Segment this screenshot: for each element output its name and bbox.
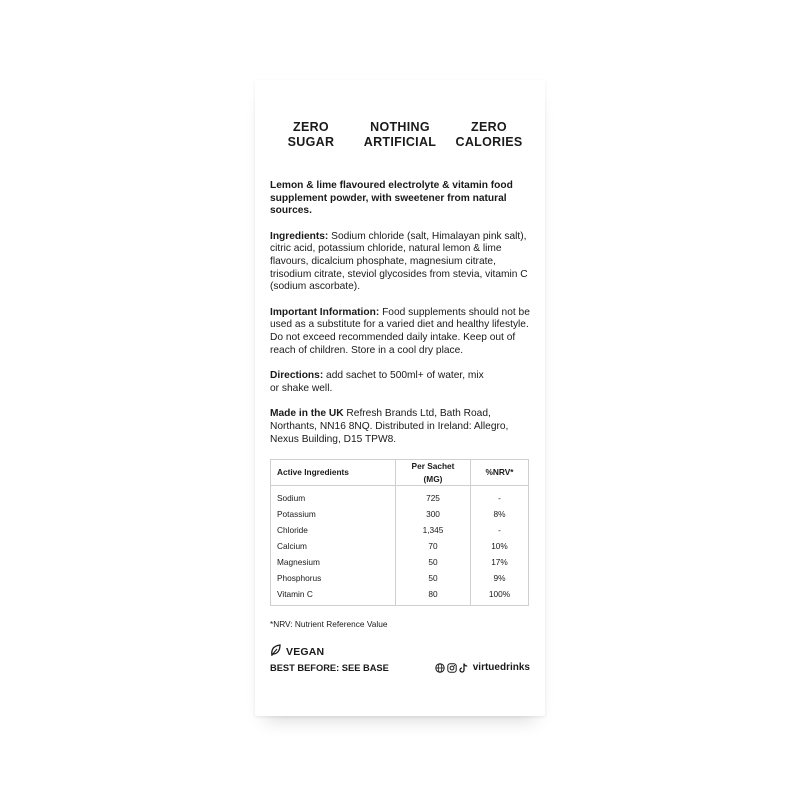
cell-ingredient: Vitamin C <box>271 586 396 606</box>
nrv-footnote: *NRV: Nutrient Reference Value <box>270 619 388 630</box>
cell-ingredient: Calcium <box>271 538 396 554</box>
cell-amount: 725 <box>396 490 471 506</box>
important-info-label: Important Information: <box>270 306 380 318</box>
label-content <box>270 180 532 631</box>
vegan-badge <box>270 644 324 659</box>
globe-icon <box>435 663 445 673</box>
claim-line: SUGAR <box>287 135 335 149</box>
directions-label: Directions: <box>270 370 324 382</box>
made-in-text: Refresh Brands Ltd, Bath Road, Northants, NN16 8NQ. Distributed in Ireland: Allegro, Nexus Building, D15 TPW8. <box>270 408 509 445</box>
cell-nrv: 100% <box>471 586 529 606</box>
table-row <box>271 586 529 606</box>
table-row <box>271 490 529 506</box>
table-row <box>271 506 529 522</box>
table-header-row <box>271 460 529 486</box>
cell-amount: 70 <box>396 538 471 554</box>
made-in-paragraph <box>270 408 515 446</box>
cell-amount: 50 <box>396 554 471 570</box>
product-description: Lemon & lime flavoured electrolyte & vitamin food supplement powder, with sweetener from natural sources. <box>270 180 513 217</box>
claim-zero-sugar <box>267 120 355 150</box>
social-handle-group <box>435 662 530 673</box>
cell-ingredient: Potassium <box>271 506 396 522</box>
instagram-icon <box>447 663 457 673</box>
nutrition-table <box>270 459 529 606</box>
column-header: %NRV* <box>471 460 529 486</box>
ingredients-label: Ingredients: <box>270 230 329 242</box>
column-header: Per Sachet (MG) <box>396 460 471 486</box>
table-row <box>271 538 529 554</box>
directions-text: add sachet to 500ml+ of water, mix or shake well. <box>270 370 484 394</box>
claim-nothing-artificial <box>356 120 444 150</box>
cell-ingredient: Sodium <box>271 490 396 506</box>
cell-ingredient: Phosphorus <box>271 570 396 586</box>
cell-nrv: 17% <box>471 554 529 570</box>
cell-nrv: 8% <box>471 506 529 522</box>
table-row <box>271 570 529 586</box>
bottom-row <box>270 662 530 673</box>
claims-row <box>255 120 545 150</box>
table-row <box>271 522 529 538</box>
leaf-icon <box>270 644 281 659</box>
cell-ingredient: Chloride <box>271 522 396 538</box>
claim-line: ZERO <box>293 120 329 134</box>
claim-line: CALORIES <box>455 135 523 149</box>
cell-amount: 300 <box>396 506 471 522</box>
table-row <box>271 554 529 570</box>
social-handle: virtuedrinks <box>472 662 530 673</box>
column-header: Active Ingredients <box>271 460 396 486</box>
cell-nrv: - <box>471 522 529 538</box>
cell-amount: 80 <box>396 586 471 606</box>
important-info-text: Food supplements should not be used as a substitute for a varied diet and healthy lifestyle. Do not exceed recommended daily intake. Keep out of reach of children. Store in a cool dry place. <box>270 306 530 356</box>
directions-paragraph <box>270 370 490 395</box>
claim-line: ZERO <box>471 120 507 134</box>
cell-amount: 50 <box>396 570 471 586</box>
cell-ingredient: Magnesium <box>271 554 396 570</box>
cell-nrv: 10% <box>471 538 529 554</box>
ingredients-paragraph <box>270 231 532 294</box>
vegan-label: VEGAN <box>286 645 325 658</box>
cell-nrv: - <box>471 490 529 506</box>
tiktok-icon <box>459 663 468 673</box>
claim-line: ARTIFICIAL <box>363 135 437 149</box>
product-box <box>255 80 545 716</box>
claim-line: NOTHING <box>370 120 430 134</box>
cell-nrv: 9% <box>471 570 529 586</box>
important-info-paragraph <box>270 307 532 357</box>
cell-amount: 1,345 <box>396 522 471 538</box>
claim-zero-calories <box>445 120 533 150</box>
best-before-text: BEST BEFORE: SEE BASE <box>270 662 389 673</box>
made-in-label: Made in the UK <box>270 408 344 420</box>
ingredients-text: Sodium chloride (salt, Himalayan pink salt), citric acid, potassium chloride, natural lemon & lime flavours, dicalcium phosphate, magnesium citrate, trisodium citrate, steviol glycosides from stevia, vitamin C (sodium ascorbate). <box>270 230 528 293</box>
